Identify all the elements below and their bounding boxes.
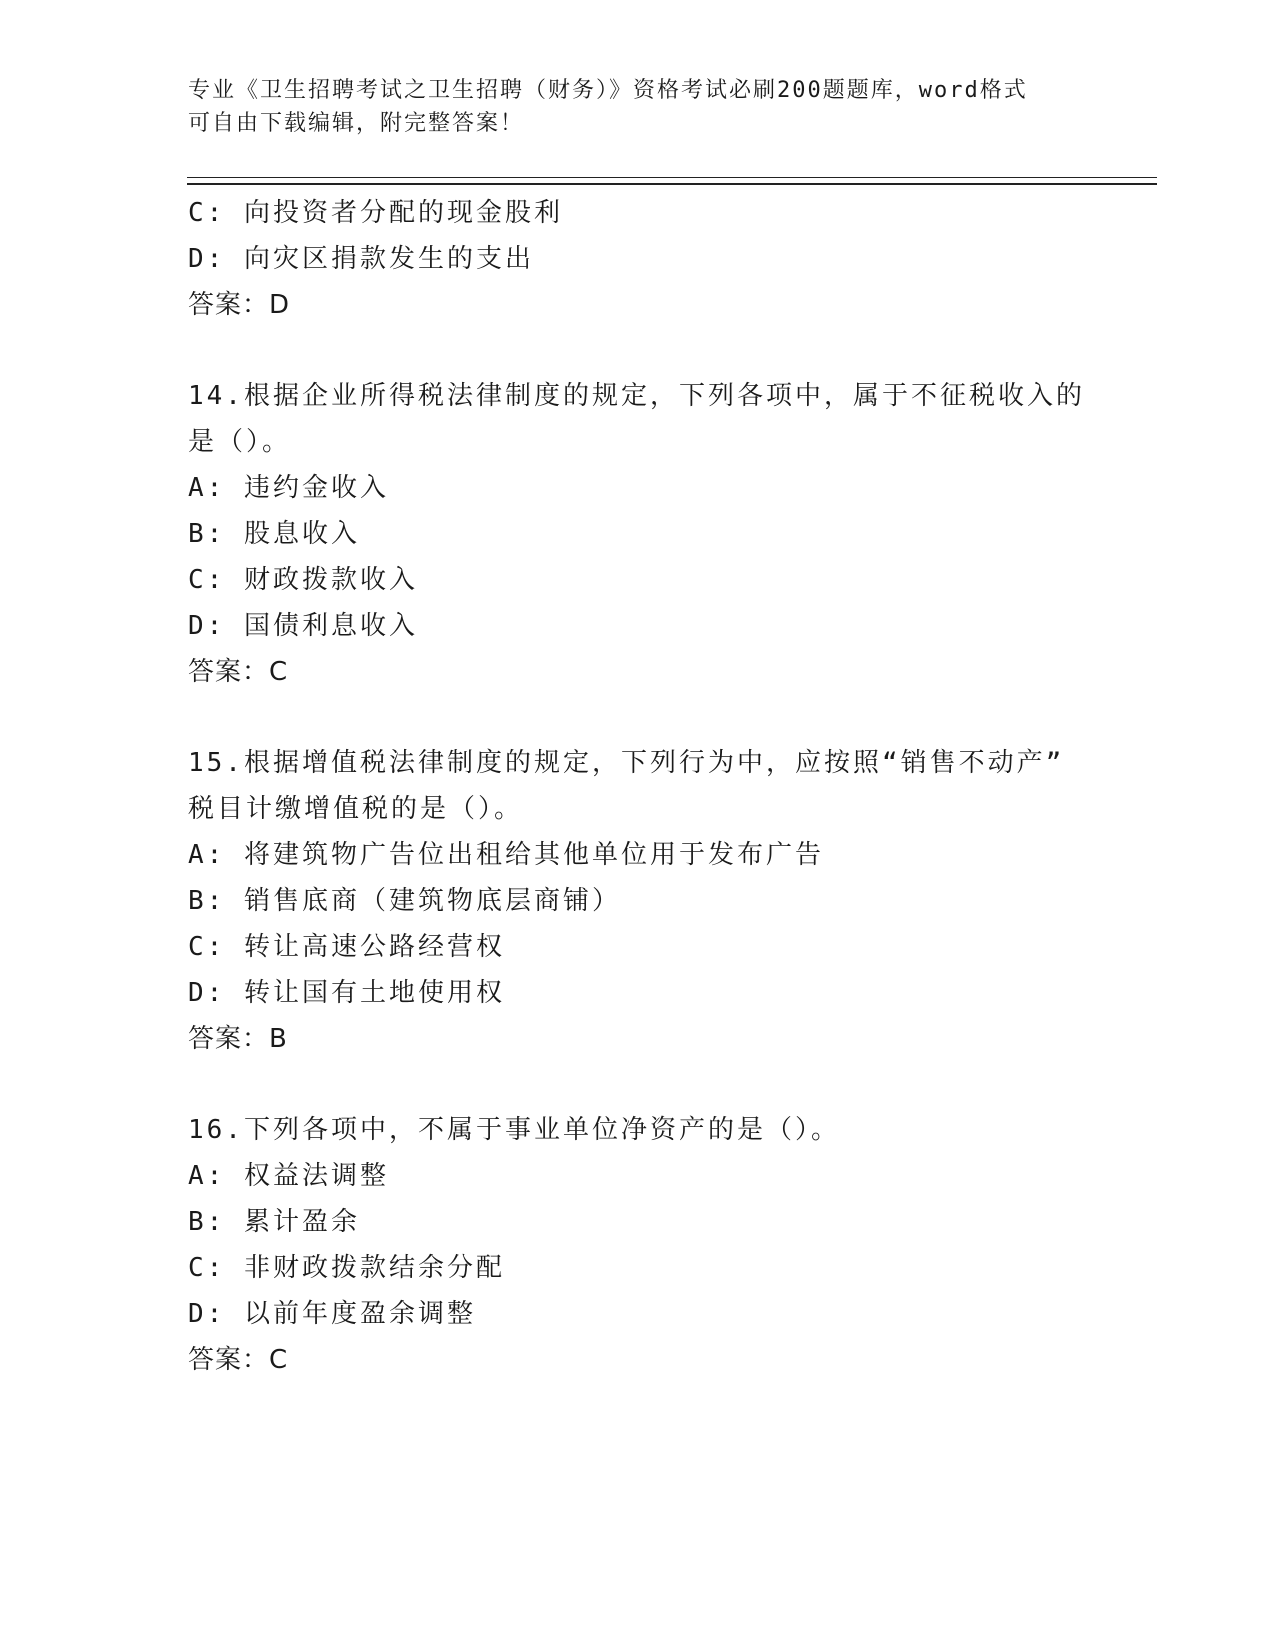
question-spacer [188, 695, 1088, 740]
option-d: D: 转让国有土地使用权 [188, 978, 505, 1008]
question-stem-line-2: 税目计缴增值税的是（）。 [188, 794, 524, 824]
question-13-partial [188, 190, 1088, 328]
option-b: B: 累计盈余 [188, 1207, 360, 1237]
option-d: D: 国债利息收入 [188, 611, 418, 641]
question-stem-line-2: 是（）。 [188, 427, 292, 457]
option-d: D: 向灾区捐款发生的支出 [188, 244, 534, 274]
answer-line: 答案：B [188, 1024, 288, 1054]
question-14 [188, 373, 1088, 695]
question-stem-line-1: 14.根据企业所得税法律制度的规定，下列各项中，属于不征税收入的 [188, 381, 1085, 411]
question-15 [188, 740, 1088, 1062]
option-c: C: 非财政拨款结余分配 [188, 1253, 505, 1283]
option-a: A: 将建筑物广告位出租给其他单位用于发布广告 [188, 840, 824, 870]
option-c: C: 财政拨款收入 [188, 565, 418, 595]
question-16 [188, 1107, 1088, 1383]
option-b: B: 股息收入 [188, 519, 360, 549]
option-d: D: 以前年度盈余调整 [188, 1299, 476, 1329]
question-stem-line-1: 15.根据增值税法律制度的规定，下列行为中，应按照“销售不动产” [188, 748, 1065, 778]
option-a: A: 权益法调整 [188, 1161, 389, 1191]
option-c: C: 向投资者分配的现金股利 [188, 198, 563, 228]
question-spacer [188, 1062, 1088, 1107]
question-list [188, 190, 1088, 1383]
option-a: A: 违约金收入 [188, 473, 389, 503]
document-header [188, 74, 1088, 140]
header-divider [187, 177, 1157, 185]
question-stem-line-1: 16.下列各项中，不属于事业单位净资产的是（）。 [188, 1115, 840, 1145]
answer-line: 答案：C [188, 657, 289, 687]
header-title-line-1: 专业《卫生招聘考试之卫生招聘（财务）》资格考试必刷200题题库，word格式 [188, 78, 1028, 103]
option-c: C: 转让高速公路经营权 [188, 932, 505, 962]
header-title-line-2: 可自由下载编辑，附完整答案！ [188, 111, 525, 136]
question-spacer [188, 328, 1088, 373]
option-b: B: 销售底商（建筑物底层商铺） [188, 886, 621, 916]
answer-line: 答案：C [188, 1345, 289, 1375]
answer-line: 答案：D [188, 290, 291, 320]
